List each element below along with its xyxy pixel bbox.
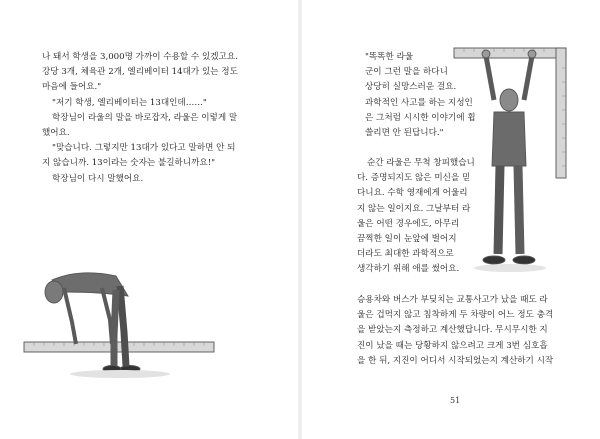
text-line: 군이 그런 말을 하다니 [365,67,448,78]
text-line: 더라도 최대한 과학적으로 [357,249,454,260]
text-line: 다니요. 수학 영재에게 어울리 [357,188,468,199]
text-line: 과학적인 사고를 하는 지성인 [365,97,473,108]
text-line: 학장님이 라울의 말을 바로잡자, 라울은 이렇게 말 [52,112,238,123]
text-line: 울은 어떤 경우에도, 아무리 [357,218,460,229]
text-line: 지 않습니까. 13이라는 숫자는 불길하니까요!" [42,158,216,169]
text-line: 을 한 뒤, 지진이 어디서 시작되었는지 계산하기 시작 [357,355,554,366]
text-line: 강당 3개, 체육관 2개, 엘리베이터 14대가 있는 정도 [42,67,238,78]
text-line: 지 않는 일이지요. 그날부터 라 [357,203,471,214]
text-line: 생각하기 위해 애를 썼어요. [357,264,460,275]
left-page-text [42,50,282,187]
page-number: 51 [450,396,461,405]
illustration-man-carrying-ruler [20,262,220,382]
text-line: "맞습니다. 그렇지만 13대가 있다고 말하면 안 되 [52,143,236,154]
text-line: 다. 증명되지도 않은 미신을 믿 [357,173,471,184]
text-line: 마음에 들어요." [42,82,102,93]
text-line: 진이 났을 때는 당황하지 않으려고 크게 3번 심호흡 [357,340,548,351]
text-line: 은 그처럼 시시한 이야기에 휩 [365,112,476,123]
page-gutter [298,0,302,439]
text-line: 했어요. [42,128,70,139]
text-line: "똑똑한 라울 [365,52,414,62]
text-line: 승용차와 버스가 부딪치는 교통사고가 났을 때도 라 [357,295,548,305]
text-line: 상당히 실망스러운 걸요. [365,82,457,93]
text-line: 을 받았는지 측정하고 계산했답니다. 무시무시한 지 [357,325,548,336]
text-line: 끔찍한 일이 눈앞에 벌어지 [357,234,457,245]
right-page-text-full [357,293,572,369]
illustration-man-hanging-from-square [448,42,578,280]
text-line: 울은 겁먹지 않고 침착하게 두 차량이 어느 정도 충격 [357,310,554,321]
text-line: 쓸리면 안 된답니다." [365,128,444,139]
text-line: "저기 학생, 엘리베이터는 13대인데……" [52,97,207,108]
text-line: 학장님이 다시 말했어요. [52,173,144,184]
text-line: 순간 라울은 무척 창피했습니 [367,158,475,168]
text-line: 나 돼서 학생을 3,000명 가까이 수용할 수 있겠고요. [42,52,238,62]
